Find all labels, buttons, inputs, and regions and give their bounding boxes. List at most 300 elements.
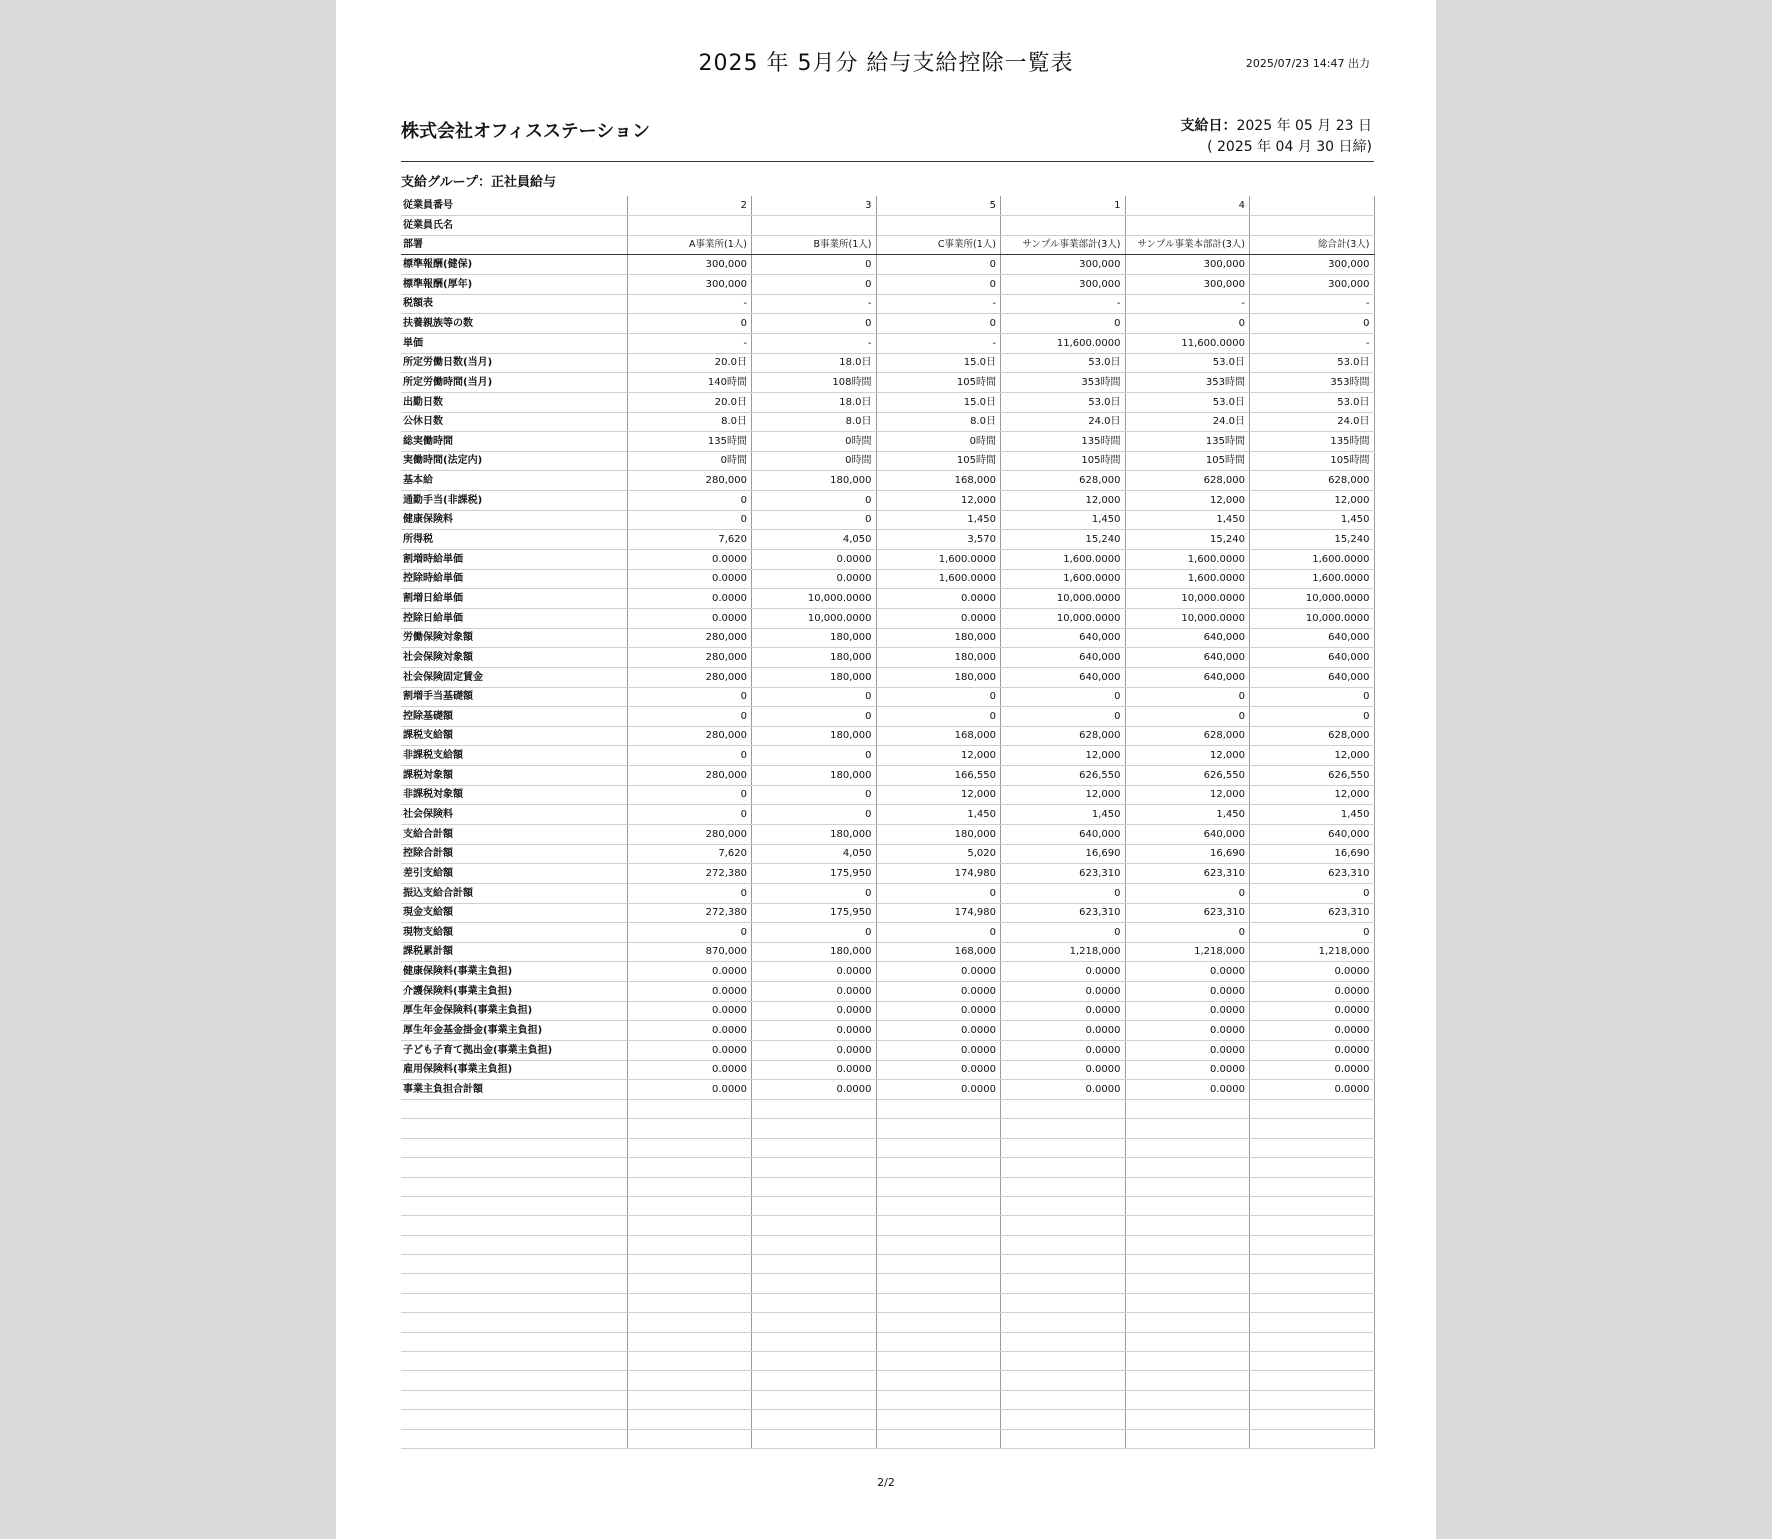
cell-value: 0 (752, 923, 877, 943)
empty-cell (401, 1158, 627, 1177)
cell-value: 272,380 (627, 864, 752, 884)
empty-cell (627, 1119, 752, 1138)
empty-row (401, 1099, 1374, 1118)
cell-value: 135時間 (1001, 432, 1126, 452)
empty-row (401, 1255, 1374, 1274)
empty-row (401, 1352, 1374, 1371)
empty-cell (752, 1390, 877, 1409)
cell-value: 20.0日 (627, 353, 752, 373)
cell-value: 0時間 (876, 432, 1001, 452)
cell-value: 53.0日 (1125, 392, 1250, 412)
cell-value: 640,000 (1125, 648, 1250, 668)
empty-cell (1125, 1371, 1250, 1390)
table-row (401, 294, 1374, 314)
empty-row (401, 1119, 1374, 1138)
cell-value: 623,310 (1001, 864, 1126, 884)
cell-value: 628,000 (1250, 726, 1375, 746)
cell-value: 0.0000 (1001, 1001, 1126, 1021)
table-row (401, 766, 1374, 786)
table-row (401, 333, 1374, 353)
cell-value: 280,000 (627, 648, 752, 668)
table-row (401, 491, 1374, 511)
cell-value: 180,000 (752, 628, 877, 648)
cell-value: 15,240 (1125, 530, 1250, 550)
empty-cell (876, 1099, 1001, 1118)
empty-cell (876, 1216, 1001, 1235)
cell-value (1001, 216, 1126, 236)
table-row (401, 353, 1374, 373)
cell-value: 1,600.0000 (1001, 550, 1126, 570)
empty-cell (627, 1158, 752, 1177)
cell-value: 15.0日 (876, 353, 1001, 373)
cell-value: 24.0日 (1125, 412, 1250, 432)
cell-value: 7,620 (627, 530, 752, 550)
empty-cell (752, 1255, 877, 1274)
empty-row (401, 1235, 1374, 1254)
row-label: 扶養親族等の数 (401, 314, 627, 334)
cell-value: 0 (1001, 314, 1126, 334)
cell-value: 0.0000 (627, 608, 752, 628)
cell-value: 300,000 (1125, 255, 1250, 275)
header-divider (401, 161, 1374, 162)
cell-value: 0時間 (627, 451, 752, 471)
empty-cell (401, 1371, 627, 1390)
empty-cell (401, 1313, 627, 1332)
empty-cell (1250, 1293, 1375, 1312)
table-row (401, 1001, 1374, 1021)
cell-value: 0 (752, 275, 877, 295)
cell-value: 7,620 (627, 844, 752, 864)
cell-value: 0.0000 (1125, 962, 1250, 982)
cell-value: - (876, 294, 1001, 314)
table-row (401, 275, 1374, 295)
cell-value: 0 (876, 687, 1001, 707)
row-label: 現物支給額 (401, 923, 627, 943)
row-label: 部署 (401, 235, 627, 255)
empty-cell (1250, 1429, 1375, 1448)
empty-cell (401, 1216, 627, 1235)
cell-value: 0 (627, 491, 752, 511)
empty-cell (752, 1099, 877, 1118)
table-row (401, 530, 1374, 550)
cell-value: 2 (627, 196, 752, 216)
row-label: 総実働時間 (401, 432, 627, 452)
empty-cell (1250, 1099, 1375, 1118)
cell-value: 280,000 (627, 726, 752, 746)
cell-value: 0.0000 (627, 962, 752, 982)
empty-cell (876, 1196, 1001, 1215)
cell-value: 5 (876, 196, 1001, 216)
table-row (401, 844, 1374, 864)
cell-value: 15.0日 (876, 392, 1001, 412)
cell-value: 623,310 (1125, 864, 1250, 884)
empty-cell (752, 1138, 877, 1157)
cell-value: 0.0000 (1250, 1080, 1375, 1100)
empty-cell (1125, 1177, 1250, 1196)
empty-cell (752, 1313, 877, 1332)
cell-value: 10,000.0000 (752, 589, 877, 609)
cell-value: 180,000 (752, 942, 877, 962)
cell-value: 0 (627, 746, 752, 766)
cell-value: 180,000 (876, 667, 1001, 687)
table-header-row (401, 196, 1374, 216)
cell-value: 180,000 (752, 766, 877, 786)
empty-cell (876, 1352, 1001, 1371)
cell-value: 0 (1125, 314, 1250, 334)
cell-value: 0.0000 (1125, 1041, 1250, 1061)
table-row (401, 746, 1374, 766)
cell-value: 0.0000 (1125, 1080, 1250, 1100)
cell-value: 24.0日 (1250, 412, 1375, 432)
table-row (401, 942, 1374, 962)
cell-value: 0 (876, 275, 1001, 295)
output-timestamp: 2025/07/23 14:47 出力 (1245, 57, 1370, 70)
cell-value: 0.0000 (876, 1021, 1001, 1041)
empty-cell (752, 1196, 877, 1215)
cell-value: 626,550 (1125, 766, 1250, 786)
row-label: 所定労働日数(当月) (401, 353, 627, 373)
cell-value: 0 (627, 687, 752, 707)
empty-cell (1001, 1138, 1126, 1157)
empty-cell (1001, 1158, 1126, 1177)
cell-value: 180,000 (876, 825, 1001, 845)
empty-cell (752, 1371, 877, 1390)
cell-value: 0.0000 (1001, 1060, 1126, 1080)
cell-value: 0.0000 (1001, 1021, 1126, 1041)
cell-value: 300,000 (1125, 275, 1250, 295)
cell-value: 10,000.0000 (752, 608, 877, 628)
empty-cell (876, 1274, 1001, 1293)
cell-value: 166,550 (876, 766, 1001, 786)
cell-value (876, 216, 1001, 236)
empty-cell (1001, 1099, 1126, 1118)
row-label: 非課税対象額 (401, 785, 627, 805)
cell-value: 0時間 (752, 451, 877, 471)
cell-value: 12,000 (1001, 746, 1126, 766)
cell-value: 168,000 (876, 471, 1001, 491)
cell-value: 0 (1250, 687, 1375, 707)
cell-value: 353時間 (1250, 373, 1375, 393)
empty-cell (876, 1410, 1001, 1429)
table-row (401, 667, 1374, 687)
row-label: 標準報酬(健保) (401, 255, 627, 275)
empty-cell (627, 1293, 752, 1312)
empty-cell (401, 1177, 627, 1196)
empty-row (401, 1332, 1374, 1351)
cell-value: 280,000 (627, 825, 752, 845)
cell-value: 11,600.0000 (1001, 333, 1126, 353)
cell-value: - (752, 333, 877, 353)
cell-value: 300,000 (1001, 275, 1126, 295)
row-label: 課税対象額 (401, 766, 627, 786)
cell-value: 53.0日 (1125, 353, 1250, 373)
table-row (401, 1041, 1374, 1061)
cell-value: 0.0000 (876, 982, 1001, 1002)
row-label: 健康保険料(事業主負担) (401, 962, 627, 982)
cell-value: 0 (752, 785, 877, 805)
cell-value: 12,000 (1250, 491, 1375, 511)
row-label: 子ども子育て拠出金(事業主負担) (401, 1041, 627, 1061)
empty-cell (1125, 1196, 1250, 1215)
cell-value: 0 (752, 883, 877, 903)
cell-value: 300,000 (1250, 275, 1375, 295)
cell-value: 0.0000 (627, 982, 752, 1002)
empty-cell (752, 1119, 877, 1138)
empty-row (401, 1138, 1374, 1157)
empty-cell (1001, 1313, 1126, 1332)
cell-value: 623,310 (1250, 864, 1375, 884)
cell-value: C事業所(1人) (876, 235, 1001, 255)
cell-value: 16,690 (1250, 844, 1375, 864)
cell-value: 10,000.0000 (1001, 589, 1126, 609)
empty-cell (752, 1410, 877, 1429)
empty-cell (876, 1293, 1001, 1312)
row-label: 割増手当基礎額 (401, 687, 627, 707)
table-row (401, 392, 1374, 412)
empty-cell (627, 1410, 752, 1429)
empty-cell (1125, 1410, 1250, 1429)
cell-value: 0.0000 (627, 550, 752, 570)
cell-value: 0 (627, 923, 752, 943)
cell-value: 135時間 (1250, 432, 1375, 452)
cell-value: 0 (627, 805, 752, 825)
empty-cell (1001, 1410, 1126, 1429)
cell-value: 18.0日 (752, 353, 877, 373)
cell-value: 53.0日 (1001, 353, 1126, 373)
cell-value: 640,000 (1125, 667, 1250, 687)
row-label: 介護保険料(事業主負担) (401, 982, 627, 1002)
table-row (401, 569, 1374, 589)
cell-value: 11,600.0000 (1125, 333, 1250, 353)
empty-cell (876, 1119, 1001, 1138)
table-header-row (401, 235, 1374, 255)
cell-value: 0.0000 (876, 608, 1001, 628)
cell-value: 24.0日 (1001, 412, 1126, 432)
cell-value: 8.0日 (752, 412, 877, 432)
table-row (401, 451, 1374, 471)
cell-value: 0.0000 (1125, 1021, 1250, 1041)
row-label: 通勤手当(非課税) (401, 491, 627, 511)
cell-value: 3,570 (876, 530, 1001, 550)
empty-cell (401, 1352, 627, 1371)
table-row (401, 883, 1374, 903)
cell-value: 0 (627, 510, 752, 530)
empty-cell (1125, 1158, 1250, 1177)
cell-value: 0.0000 (752, 1060, 877, 1080)
payroll-table-body (401, 196, 1374, 1449)
cell-value: - (627, 333, 752, 353)
cell-value: 0.0000 (1001, 962, 1126, 982)
cell-value: 0 (1125, 707, 1250, 727)
cell-value: 180,000 (752, 648, 877, 668)
row-label: 基本給 (401, 471, 627, 491)
cell-value: 628,000 (1001, 471, 1126, 491)
cell-value (1125, 216, 1250, 236)
table-row (401, 412, 1374, 432)
table-row (401, 726, 1374, 746)
cell-value: 0.0000 (1250, 1041, 1375, 1061)
cell-value: 0 (876, 255, 1001, 275)
table-row (401, 982, 1374, 1002)
table-row (401, 923, 1374, 943)
cell-value: 105時間 (1001, 451, 1126, 471)
cell-value: 280,000 (627, 628, 752, 648)
cell-value: 1,218,000 (1250, 942, 1375, 962)
row-label: 実働時間(法定内) (401, 451, 627, 471)
cell-value: B事業所(1人) (752, 235, 877, 255)
cell-value: 105時間 (1125, 451, 1250, 471)
cell-value: 1,450 (1125, 510, 1250, 530)
empty-cell (1125, 1119, 1250, 1138)
row-label: 厚生年金基金掛金(事業主負担) (401, 1021, 627, 1041)
empty-cell (1250, 1352, 1375, 1371)
cell-value: 0 (876, 923, 1001, 943)
empty-row (401, 1177, 1374, 1196)
empty-cell (1250, 1196, 1375, 1215)
cell-value: 0 (1125, 883, 1250, 903)
row-label: 標準報酬(厚年) (401, 275, 627, 295)
cell-value: 623,310 (1125, 903, 1250, 923)
cell-value: 300,000 (1250, 255, 1375, 275)
cell-value: 総合計(3人) (1250, 235, 1375, 255)
cell-value: 0.0000 (1250, 962, 1375, 982)
table-row (401, 1060, 1374, 1080)
cell-value: 0 (1250, 314, 1375, 334)
cell-value: 10,000.0000 (1125, 589, 1250, 609)
cell-value: 0 (752, 805, 877, 825)
cell-value: 1,450 (1250, 805, 1375, 825)
cell-value: 0 (1125, 923, 1250, 943)
cell-value: 0 (752, 746, 877, 766)
cell-value: - (752, 294, 877, 314)
cell-value: 0.0000 (1001, 1041, 1126, 1061)
empty-cell (627, 1255, 752, 1274)
empty-cell (876, 1313, 1001, 1332)
cell-value: 15,240 (1001, 530, 1126, 550)
cell-value: 105時間 (876, 373, 1001, 393)
empty-cell (627, 1313, 752, 1332)
table-row (401, 589, 1374, 609)
empty-cell (1125, 1313, 1250, 1332)
cell-value: 180,000 (752, 471, 877, 491)
cell-value: 640,000 (1001, 628, 1126, 648)
cell-value: 1,450 (1001, 510, 1126, 530)
cell-value: 0時間 (752, 432, 877, 452)
cell-value: 0 (1250, 707, 1375, 727)
cell-value: 1,218,000 (1001, 942, 1126, 962)
row-label: 割増時給単価 (401, 550, 627, 570)
cell-value: 0.0000 (752, 962, 877, 982)
cell-value: 0 (876, 707, 1001, 727)
row-label: 控除時給単価 (401, 569, 627, 589)
table-row (401, 825, 1374, 845)
row-label: 現金支給額 (401, 903, 627, 923)
cell-value: 0 (752, 491, 877, 511)
pay-group: 支給グループ：正社員給与 (401, 175, 556, 190)
payment-date: 2025 年 05 月 23 日 (1236, 118, 1372, 134)
empty-cell (401, 1119, 627, 1138)
cell-value: 0 (876, 883, 1001, 903)
row-label: 雇用保険料(事業主負担) (401, 1060, 627, 1080)
empty-cell (627, 1332, 752, 1351)
cell-value: 1,600.0000 (876, 569, 1001, 589)
empty-cell (1250, 1390, 1375, 1409)
empty-cell (752, 1177, 877, 1196)
empty-cell (876, 1138, 1001, 1157)
empty-cell (1125, 1235, 1250, 1254)
table-row (401, 648, 1374, 668)
cell-value: 180,000 (876, 648, 1001, 668)
empty-cell (627, 1196, 752, 1215)
empty-cell (1125, 1332, 1250, 1351)
cell-value: 180,000 (876, 628, 1001, 648)
cell-value: 640,000 (1250, 667, 1375, 687)
empty-cell (627, 1371, 752, 1390)
table-row (401, 1080, 1374, 1100)
row-label: 控除合計額 (401, 844, 627, 864)
empty-row (401, 1274, 1374, 1293)
table-header-row (401, 216, 1374, 236)
cell-value (1250, 216, 1375, 236)
table-row (401, 1021, 1374, 1041)
cell-value: 0 (1250, 923, 1375, 943)
cell-value: 20.0日 (627, 392, 752, 412)
row-label: 公休日数 (401, 412, 627, 432)
cell-value: 168,000 (876, 726, 1001, 746)
document-page (336, 0, 1436, 1539)
cell-value: 108時間 (752, 373, 877, 393)
empty-cell (401, 1332, 627, 1351)
cell-value: 12,000 (1250, 746, 1375, 766)
row-label: 税額表 (401, 294, 627, 314)
empty-cell (752, 1158, 877, 1177)
cell-value: 0.0000 (627, 589, 752, 609)
empty-cell (752, 1216, 877, 1235)
cell-value: 12,000 (876, 491, 1001, 511)
cell-value: 53.0日 (1001, 392, 1126, 412)
row-label: 事業主負担合計額 (401, 1080, 627, 1100)
table-row (401, 510, 1374, 530)
empty-row (401, 1429, 1374, 1448)
empty-cell (1250, 1138, 1375, 1157)
cell-value: 0 (627, 707, 752, 727)
row-label: 健康保険料 (401, 510, 627, 530)
row-label: 控除基礎額 (401, 707, 627, 727)
cell-value: 16,690 (1125, 844, 1250, 864)
table-row (401, 373, 1374, 393)
cell-value: 272,380 (627, 903, 752, 923)
empty-cell (627, 1274, 752, 1293)
cell-value: 180,000 (752, 726, 877, 746)
empty-cell (876, 1332, 1001, 1351)
table-row (401, 432, 1374, 452)
cell-value: 640,000 (1250, 648, 1375, 668)
empty-cell (1250, 1255, 1375, 1274)
empty-cell (1250, 1216, 1375, 1235)
cell-value: 0 (752, 255, 877, 275)
row-label: 割増日給単価 (401, 589, 627, 609)
cell-value: 280,000 (627, 471, 752, 491)
empty-cell (401, 1196, 627, 1215)
empty-row (401, 1371, 1374, 1390)
empty-cell (627, 1138, 752, 1157)
table-row (401, 864, 1374, 884)
cell-value: - (1001, 294, 1126, 314)
cell-value: 640,000 (1250, 628, 1375, 648)
cell-value: 0 (1001, 707, 1126, 727)
cell-value: 180,000 (752, 667, 877, 687)
cell-value: 280,000 (627, 766, 752, 786)
